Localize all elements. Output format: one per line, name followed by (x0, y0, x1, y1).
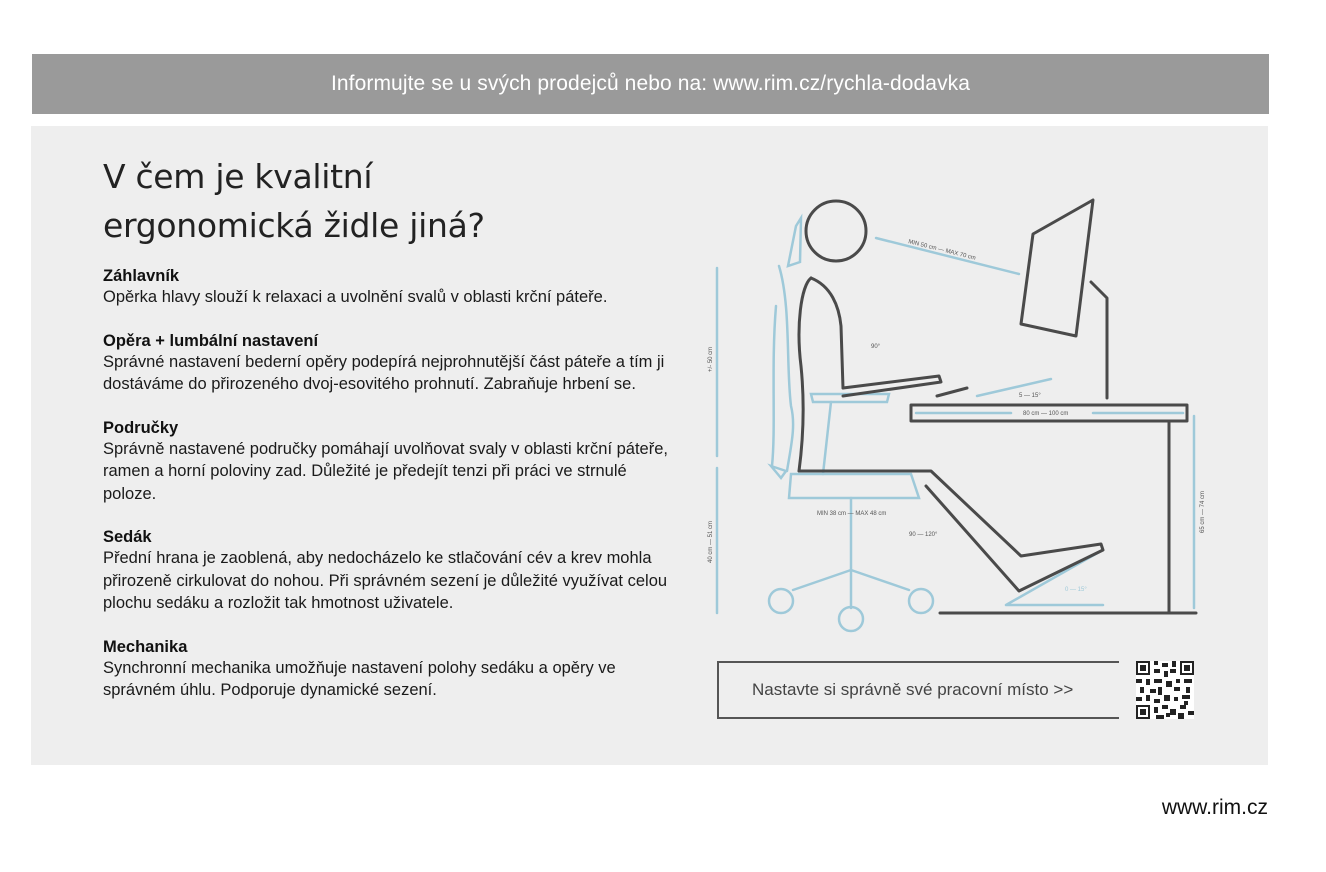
section-armrests (103, 418, 673, 506)
section-body: Opěrka hlavy slouží k relaxaci a uvolnění svalů v oblasti krční páteře. (103, 288, 608, 306)
backrest-shape (779, 266, 793, 471)
monitor-stand (1091, 282, 1107, 398)
top-banner (32, 54, 1269, 114)
section-heading: Sedák (103, 528, 152, 546)
ergonomics-diagram (700, 186, 1240, 641)
backrest-bottom (771, 466, 786, 478)
label-desk-height: 65 cm — 74 cm (1200, 490, 1206, 533)
section-body: Synchronní mechanika umožňuje nastavení polohy sedáku a opěry ve správném úhlu. Podporuje dynamické sezení. (103, 658, 616, 699)
qr-code-icon[interactable] (1136, 661, 1194, 719)
info-panel (31, 126, 1268, 765)
label-backrest-height: +/- 50 cm (708, 346, 714, 372)
section-body: Správné nastavení bederní opěry podepírá nejprohnutější část páteře a tím ji dostáváme do přirozeného dvoj-esovitého prohnutí. Zabraňuje hrbení se. (103, 352, 665, 393)
label-wrist-angle: 5 — 15° (1019, 393, 1041, 399)
seat-cushion (789, 474, 919, 498)
footrest-angle (1006, 551, 1103, 605)
label-seat-height: 40 cm — 51 cm (708, 520, 714, 563)
person-hand (937, 388, 967, 396)
title-line-1: V čem je kvalitní (103, 157, 373, 196)
section-heading: Záhlavník (103, 267, 180, 285)
label-knee-angle: 90 — 120° (909, 532, 938, 538)
headrest-shape (788, 218, 801, 266)
monitor-screen (1021, 200, 1093, 336)
section-mechanism (103, 637, 673, 702)
section-headrest (103, 266, 673, 309)
chair-wheel-left (769, 589, 793, 613)
title-line-2: ergonomická židle jiná? (103, 206, 485, 245)
feature-list (103, 266, 673, 724)
screen-distance-line (876, 238, 1019, 274)
section-seat (103, 527, 673, 615)
chair-leg-left (793, 570, 851, 590)
section-heading: Područky (103, 418, 179, 437)
label-screen-distance: MIN 50 cm — MAX 70 cm (907, 239, 977, 262)
setup-link-text[interactable]: Nastavte si správně své pracovní místo >> (752, 680, 1074, 699)
armrest-post (823, 402, 831, 474)
label-footrest-angle: 0 — 15° (1065, 587, 1087, 593)
section-backrest (103, 331, 673, 396)
page-title (103, 152, 485, 250)
person-back (799, 278, 811, 471)
section-heading: Opěra + lumbální nastavení (103, 331, 319, 350)
footer-url[interactable]: www.rim.cz (1161, 796, 1268, 819)
section-body: Přední hrana je zaoblená, aby nedocházelo ke stlačování cév a krev mohla přirozeně cirkulovat do nohou. Při správném sezení je důležité využívat celou plochu sedáku a rozložit tak hmotnost uživatele. (103, 549, 668, 612)
person-head (806, 201, 866, 261)
section-body: Správně nastavené područky pomáhají uvolňovat svaly v oblasti krční páteře, ramen a horní poloviny zad. Důležité je předejít tenzi při práci ve strnulé poloze. (103, 439, 668, 503)
label-elbow-angle: 90° (871, 344, 881, 350)
setup-link-box[interactable] (717, 661, 1119, 719)
person-torso (811, 278, 843, 388)
person-arm (843, 376, 941, 396)
label-desk-depth: 80 cm — 100 cm (1023, 411, 1069, 417)
chair-leg-right (851, 570, 909, 590)
chair-wheel-right (909, 589, 933, 613)
label-seat-depth: MIN 38 cm — MAX 48 cm (817, 511, 887, 517)
chair-wheel-center (839, 607, 863, 631)
section-heading: Mechanika (103, 637, 188, 656)
banner-text[interactable]: Informujte se u svých prodejců nebo na: www.rim.cz/rychla-dodavka (330, 72, 971, 95)
backrest-inner (772, 306, 776, 466)
